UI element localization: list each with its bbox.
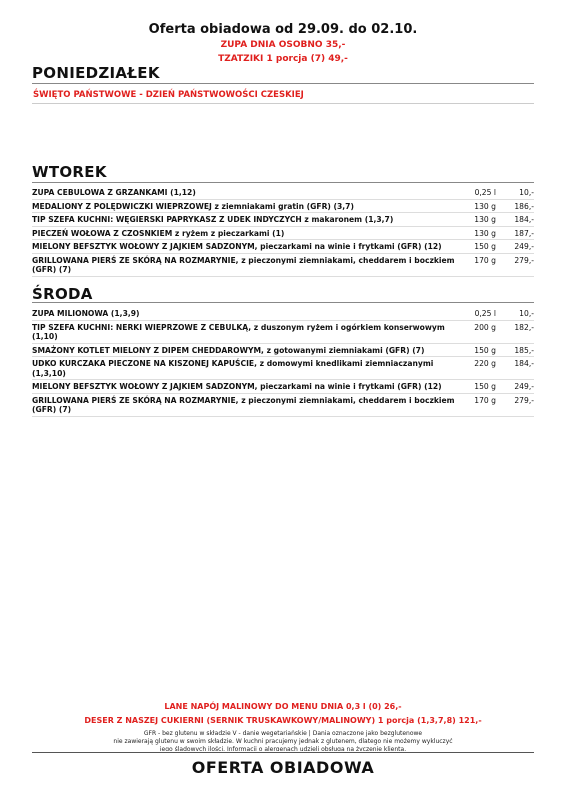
menu-item xyxy=(32,186,534,200)
menu-list-tuesday xyxy=(32,186,534,277)
menu-item xyxy=(32,240,534,254)
dish-price: 185,- xyxy=(514,345,534,355)
dish-price: 187,- xyxy=(514,228,534,238)
dish-name: ZUPA CEBULOWA Z GRZANKAMI (1,12) xyxy=(32,188,196,197)
menu-item xyxy=(32,357,534,380)
menu-item xyxy=(32,344,534,358)
dish-price: 279,- xyxy=(514,255,534,265)
dish-weight: 130 g xyxy=(474,201,496,211)
dish-name: MIELONY BEFSZTYK WOŁOWY Z JAJKIEM SADZONYM, pieczarkami na winie i frytkami (GFR) (12) xyxy=(32,242,442,251)
allergen-note xyxy=(100,730,466,751)
dish-weight: 0,25 l xyxy=(474,309,496,318)
day-heading-monday: PONIEDZIAŁEK xyxy=(32,64,160,82)
tzatziki-note: TZATZIKI 1 porcja (7) 49,- xyxy=(218,54,348,64)
day-heading-tuesday: WTOREK xyxy=(32,163,107,181)
divider xyxy=(32,752,534,753)
dish-weight: 130 g xyxy=(474,228,496,238)
dish-weight: 150 g xyxy=(474,242,496,251)
soup-note: ZUPA DNIA OSOBNO 35,- xyxy=(220,40,346,50)
dish-price: 186,- xyxy=(514,201,534,211)
allergen-note-line: nie zawierają glutenu w swoim składzie. W kuchni pracujemy jednak z glutenem, dlatego nie możemy wykluczyć xyxy=(113,738,453,745)
dish-name: GRILLOWANA PIERŚ ZE SKÓRĄ NA ROZMARYNIE, z pieczonymi ziemniakami, cheddarem i boczkiem (GFR) (7) xyxy=(32,255,455,274)
dish-weight: 0,25 l xyxy=(474,188,496,197)
drink-offer: LANE NAPÓJ MALINOWY DO MENU DNIA 0,3 l (0) 26,- xyxy=(164,702,402,711)
menu-item xyxy=(32,200,534,214)
dish-name: MEDALIONY Z POLĘDWICZKI WIEPRZOWEJ z ziemniakami gratin (GFR) (3,7) xyxy=(32,201,354,211)
page-title: Oferta obiadowa od 29.09. do 02.10. xyxy=(148,22,418,37)
dish-weight: 150 g xyxy=(474,382,496,391)
menu-item xyxy=(32,321,534,344)
dish-name: ZUPA MILIONOWA (1,3,9) xyxy=(32,309,140,318)
dish-weight: 220 g xyxy=(474,359,496,368)
menu-item xyxy=(32,394,534,417)
divider xyxy=(32,83,534,84)
menu-item xyxy=(32,213,534,227)
menu-item xyxy=(32,380,534,394)
dish-weight: 170 g xyxy=(474,395,496,405)
dish-name: SMAŻONY KOTLET MIELONY Z DIPEM CHEDDAROWYM, z gotowanymi ziemniakami (GFR) (7) xyxy=(32,345,425,355)
menu-item xyxy=(32,307,534,321)
dish-name: UDKO KURCZAKA PIECZONE NA KISZONEJ KAPUŚCIE, z domowymi knedlikami ziemniaczanymi (1,3,10) xyxy=(32,359,434,378)
menu-item xyxy=(32,227,534,241)
dish-name: GRILLOWANA PIERŚ ZE SKÓRĄ NA ROZMARYNIE, z pieczonymi ziemniakami, cheddarem i boczkiem (GFR) (7) xyxy=(32,395,455,414)
dish-name: PIECZEŃ WOŁOWA Z CZOSNKIEM z ryżem z pieczarkami (1) xyxy=(32,228,285,238)
allergen-note-line: GFR - bez glutenu w składzie V - danie wegetariańskie | Dania oznaczone jako bezglutenowe xyxy=(143,730,423,737)
dish-price: 249,- xyxy=(514,382,534,391)
holiday-notice: ŚWIĘTO PAŃSTWOWE - DZIEŃ PAŃSTWOWOŚCI CZESKIEJ xyxy=(33,90,304,100)
dish-name: MIELONY BEFSZTYK WOŁOWY Z JAJKIEM SADZONYM, pieczarkami na winie i frytkami (GFR) (12) xyxy=(32,382,442,391)
bottom-title: OFERTA OBIADOWA xyxy=(191,758,375,777)
dish-price: 184,- xyxy=(514,359,534,368)
dish-price: 249,- xyxy=(514,242,534,251)
dish-name: TIP SZEFA KUCHNI: WĘGIERSKI PAPRYKASZ Z UDEK INDYCZYCH z makaronem (1,3,7) xyxy=(32,215,394,224)
dish-price: 10,- xyxy=(519,188,534,197)
dish-weight: 150 g xyxy=(474,345,496,355)
divider xyxy=(32,302,534,303)
dish-weight: 170 g xyxy=(474,255,496,265)
menu-list-wednesday xyxy=(32,307,534,417)
dish-weight: 130 g xyxy=(474,215,496,224)
dish-weight: 200 g xyxy=(474,322,496,332)
divider xyxy=(32,103,534,104)
divider xyxy=(32,182,534,183)
dish-name: TIP SZEFA KUCHNI: NERKI WIEPRZOWE Z CEBULKĄ, z duszonym ryżem i ogórkiem konserwowym (1,10) xyxy=(32,322,445,341)
dessert-offer: DESER Z NASZEJ CUKIERNI (SERNIK TRUSKAWKOWY/MALINOWY) 1 porcja (1,3,7,8) 121,- xyxy=(84,716,482,725)
dish-price: 182,- xyxy=(514,322,534,332)
day-heading-wednesday: ŚRODA xyxy=(32,285,93,303)
menu-item xyxy=(32,254,534,277)
dish-price: 10,- xyxy=(519,309,534,318)
allergen-note-line: jego śladowych ilości. Informacji o alergenach udzieli obsługa na życzenie klienta. xyxy=(159,746,407,751)
dish-price: 279,- xyxy=(514,395,534,405)
dish-price: 184,- xyxy=(514,215,534,224)
